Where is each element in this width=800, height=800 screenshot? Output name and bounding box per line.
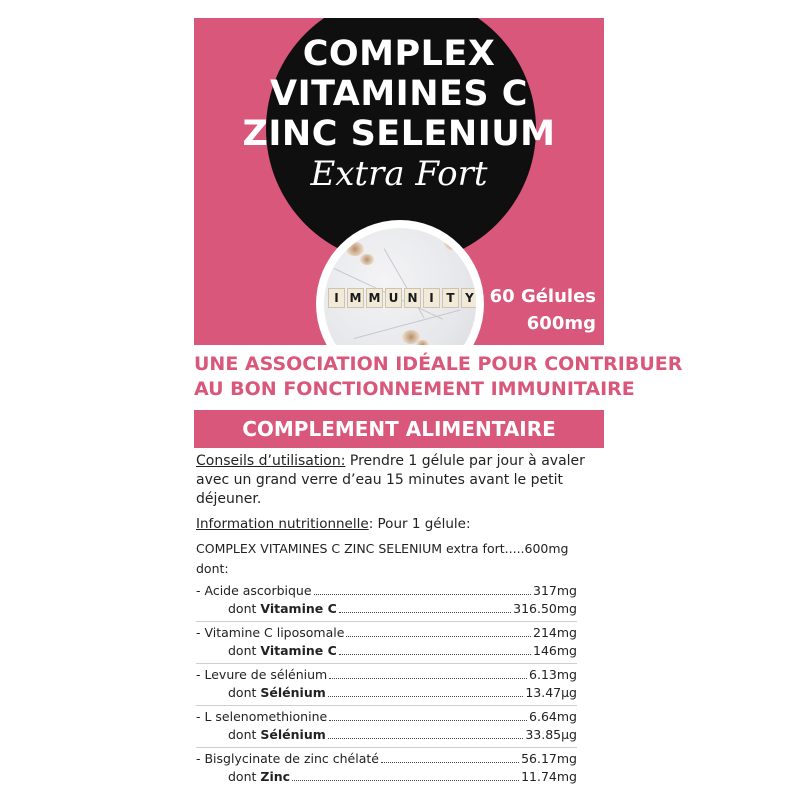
- capsule-count: [490, 283, 596, 337]
- row-separator: [196, 663, 577, 664]
- letter-tile: N: [404, 288, 421, 308]
- tagline-line-1: UNE ASSOCIATION IDÉALE POUR CONTRIBUER: [194, 353, 683, 375]
- leader-dots: [292, 780, 519, 781]
- usage-advice: [196, 452, 611, 509]
- ingredient-value: 6.13mg: [529, 667, 577, 682]
- ingredient-sublabel: [228, 684, 326, 702]
- ingredient-sublabel: [228, 600, 337, 618]
- product-banner: [194, 18, 604, 345]
- nutrition-label: Information nutritionnelle: [196, 516, 369, 532]
- title-line-2: VITAMINES C: [270, 74, 528, 114]
- ingredient-label: - L selenomethionine: [196, 709, 328, 724]
- ingredient-row: [196, 750, 577, 768]
- dont-prefix: dont: [228, 643, 261, 658]
- flower-decoration: [416, 340, 429, 345]
- ingredient-row: [196, 666, 577, 684]
- ingredient-value: 13.47µg: [525, 685, 577, 700]
- nutrient-name: Vitamine C: [260, 643, 337, 658]
- row-separator: [196, 747, 577, 748]
- leader-dots: [329, 720, 527, 721]
- leader-dots: [381, 762, 519, 763]
- ingredient-sublabel: [228, 642, 337, 660]
- ingredient-sublabel: [228, 768, 290, 786]
- ingredient-value: 316.50mg: [513, 601, 577, 616]
- ingredient-label: - Bisglycinate de zinc chélaté: [196, 751, 379, 766]
- flower-decoration: [444, 236, 462, 250]
- dont-prefix: dont: [228, 685, 261, 700]
- letter-tile: I: [423, 288, 440, 308]
- leader-dots: [328, 696, 524, 697]
- nutrient-name: Vitamine C: [260, 601, 337, 616]
- ingredient-label: - Levure de sélénium: [196, 667, 328, 682]
- row-separator: [196, 705, 577, 706]
- product-title: [194, 34, 604, 154]
- nutrient-name: Sélénium: [260, 727, 326, 742]
- ingredient-label: - Acide ascorbique: [196, 583, 312, 598]
- leader-dots: [339, 612, 511, 613]
- usage-advice-label: Conseils d’utilisation:: [196, 453, 346, 469]
- ingredient-value: 33.85µg: [525, 727, 577, 742]
- ingredient-row: [196, 624, 577, 642]
- tagline: [194, 352, 683, 402]
- ingredient-subrow: [228, 600, 577, 618]
- title-line-1: COMPLEX: [302, 34, 496, 74]
- dont-prefix: dont: [228, 601, 261, 616]
- ingredient-subrow: [228, 642, 577, 660]
- ingredient-value: 317mg: [533, 583, 577, 598]
- marble-background: [324, 228, 476, 345]
- leader-dots: [314, 594, 531, 595]
- ingredient-label: - Vitamine C liposomale: [196, 625, 345, 640]
- nutrition-heading: [196, 515, 611, 534]
- immunity-tiles: [328, 288, 476, 308]
- leader-dots: [346, 636, 531, 637]
- capsule-dose-line: 600mg: [526, 313, 596, 334]
- product-subtitle: Extra Fort: [310, 154, 488, 194]
- leader-dots: [339, 654, 531, 655]
- letter-tile: M: [347, 288, 364, 308]
- ingredient-value: 11.74mg: [521, 769, 577, 784]
- dont-prefix: dont: [228, 727, 261, 742]
- ingredient-value: 146mg: [533, 643, 577, 658]
- letter-tile: M: [366, 288, 383, 308]
- ingredient-value: 214mg: [533, 625, 577, 640]
- ingredient-row: [196, 582, 577, 600]
- capsule-count-line: 60 Gélules: [489, 286, 596, 307]
- dont-prefix: dont: [228, 769, 261, 784]
- ingredient-subrow: [228, 726, 577, 744]
- ingredient-subrow: [228, 768, 577, 786]
- row-separator: [196, 621, 577, 622]
- complement-banner: COMPLEMENT ALIMENTAIRE: [194, 410, 604, 448]
- usage-advice-text: Prendre 1 gélule par jour à avaler avec un grand verre d’eau 15 minutes avant le petit déjeuner.: [196, 453, 585, 507]
- ingredient-row: [196, 708, 577, 726]
- ingredient-value: 56.17mg: [521, 751, 577, 766]
- flower-decoration: [360, 254, 374, 265]
- ingredient-sublabel: [228, 726, 326, 744]
- letter-tile: Y: [461, 288, 476, 308]
- nutrient-name: Sélénium: [260, 685, 326, 700]
- nutrition-portion: : Pour 1 gélule:: [368, 516, 471, 532]
- dont-label: dont:: [196, 561, 229, 576]
- letter-tile: I: [328, 288, 345, 308]
- leader-dots: [328, 738, 524, 739]
- leader-dots: [329, 678, 527, 679]
- ingredient-subrow: [228, 684, 577, 702]
- complex-total-line: COMPLEX VITAMINES C ZINC SELENIUM extra fort.....600mg: [196, 541, 569, 556]
- letter-tile: U: [385, 288, 402, 308]
- nutrient-name: Zinc: [260, 769, 291, 784]
- tagline-line-2: AU BON FONCTIONNEMENT IMMUNITAIRE: [194, 378, 635, 400]
- title-line-3: ZINC SELENIUM: [242, 114, 556, 154]
- letter-tile: T: [442, 288, 459, 308]
- flower-decoration: [346, 242, 364, 256]
- ingredient-value: 6.64mg: [529, 709, 577, 724]
